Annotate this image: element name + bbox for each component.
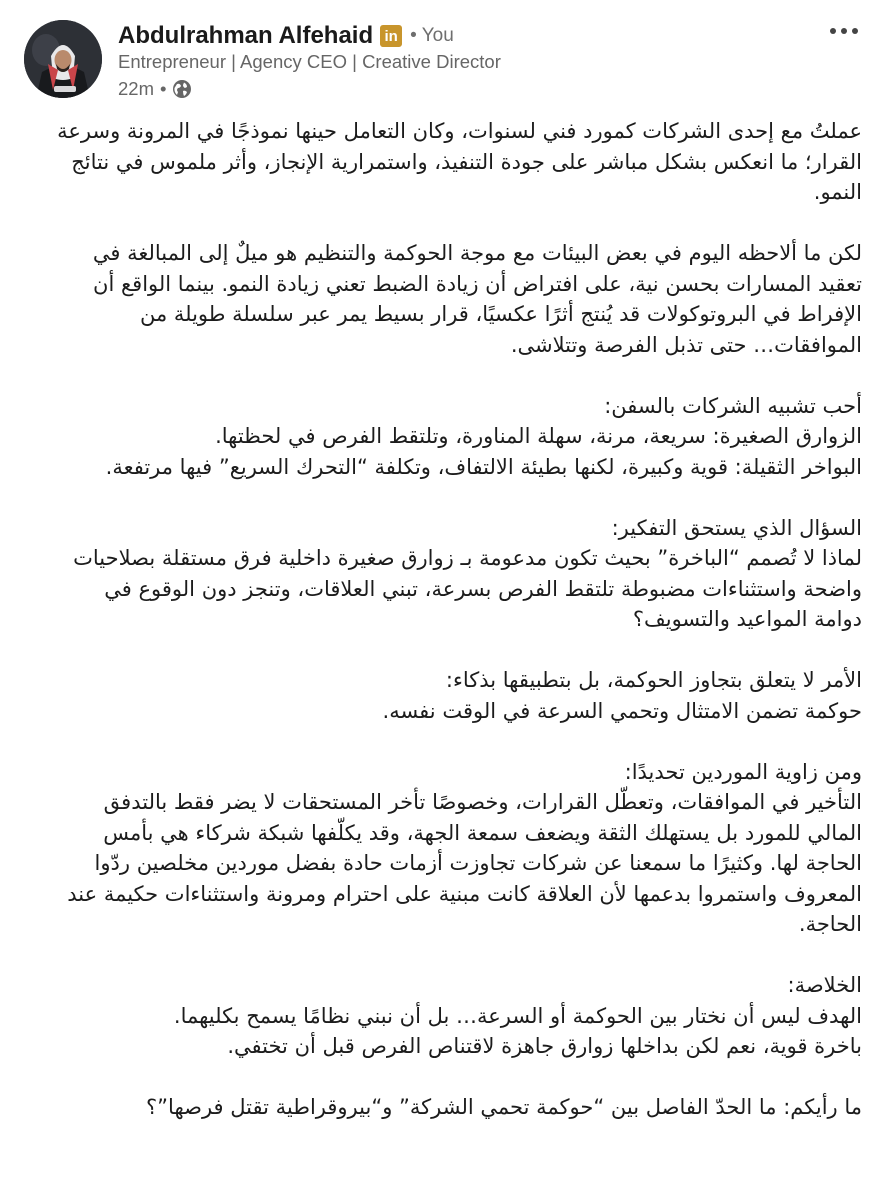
body-line: القرار؛ ما انعكس بشكل مباشر على جودة التنفيذ، واستمرارية الإنجاز، وأثر ملموس في نتائج — [71, 149, 862, 174]
body-line: الموافقات… حتى تذبل الفرصة وتتلاشى. — [510, 332, 862, 357]
body-line: الزوارق الصغيرة: سريعة، مرنة، سهلة المناورة، وتلتقط الفرص في لحظتها. — [215, 424, 862, 448]
linkedin-premium-badge-icon: in — [380, 25, 402, 47]
body-line: الهدف ليس أن نختار بين الحوكمة أو السرعة… بل أن نبني نظامًا يسمح بكليهما. — [173, 1003, 862, 1028]
body-line: أحب تشبيه الشركات بالسفن: — [604, 393, 862, 418]
post-paragraph-7 — [30, 970, 862, 1062]
avatar-photo — [24, 20, 102, 98]
body-line: دوامة المواعيد والتسويف؟ — [632, 607, 862, 631]
post-time[interactable]: 22m — [118, 78, 154, 99]
post-header — [0, 0, 884, 110]
body-line: السؤال الذي يستحق التفكير: — [611, 515, 862, 540]
body-line: المعروف واستمروا بدعمها لأن العلاقة كانت مبنية على احترام ومرونة واستثناءات حكيمة عند — [67, 881, 862, 906]
post-body — [30, 116, 862, 1123]
post-paragraph-6 — [30, 757, 862, 940]
body-line: الأمر لا يتعلق بتجاوز الحوكمة، بل بتطبيقها بذكاء: — [445, 668, 862, 692]
post-paragraph-2 — [30, 238, 862, 360]
body-line: المالي للمورد بل يستهلك الثقة ويضعف سمعة الجهة، وقد يكلّفها شبكة شركاء هي بأمس — [103, 820, 862, 845]
ellipsis-icon — [829, 27, 859, 35]
post-meta — [118, 77, 192, 101]
author-headline: Entrepreneur | Agency CEO | Creative Director — [118, 51, 501, 72]
body-line: عملتُ مع إحدى الشركات كمورد فني لسنوات، وكان التعامل حينها نموذجًا في المرونة وسرعة — [57, 119, 862, 143]
post-paragraph-8 — [30, 1092, 862, 1123]
body-line: لماذا لا تُصمم “الباخرة” بحيث تكون مدعومة بـ زوارق صغيرة داخلية فرق مستقلة بصلاحيات — [73, 546, 862, 570]
globe-icon — [172, 79, 192, 99]
post-paragraph-5 — [30, 665, 862, 726]
post-paragraph-4 — [30, 513, 862, 635]
body-line: حوكمة تضمن الامتثال وتحمي السرعة في الوقت نفسه. — [382, 698, 862, 723]
connection-degree: • You — [410, 25, 454, 46]
author-name[interactable]: Abdulrahman Alfehaid — [118, 22, 374, 49]
body-line: النمو. — [813, 180, 862, 204]
body-line: واضحة واستثناءات مضبوطة تلتقط الفرص بسرعة، تبني العلاقات، وتنجز دون الوقوع في — [104, 576, 862, 601]
body-line: الحاجة لها. وكثيرًا ما سمعنا عن شركات تجاوزت أزمات حادة بفضل موردين مخلصين ردّوا — [94, 851, 862, 875]
body-line: التأخير في الموافقات، وتعطّل القرارات، وخصوصًا تأخر المستحقات لا يضر فقط بالتدفق — [103, 790, 862, 814]
meta-separator: • — [160, 78, 167, 99]
body-line: الخلاصة: — [787, 973, 862, 997]
body-line: تعقيد المسارات بحسن نية، على افتراض أن زيادة الضبط تعني زيادة النمو. بينما الواقع أن — [93, 271, 862, 296]
body-line: ما رأيكم: ما الحدّ الفاصل بين “حوكمة تحمي الشركة” و“بيروقراطية تقتل فرصها”؟ — [146, 1095, 862, 1119]
body-line: باخرة قوية، نعم لكن بداخلها زوارق جاهزة لاقتناص الفرص قبل أن تختفي. — [227, 1034, 862, 1058]
body-line: البواخر الثقيلة: قوية وكبيرة، لكنها بطيئة الالتفاف، وتكلفة “التحرك السريع” فيها مرتفعة. — [105, 454, 862, 479]
post-paragraph-3 — [30, 391, 862, 483]
body-line: ومن زاوية الموردين تحديدًا: — [624, 759, 862, 784]
author-avatar[interactable] — [24, 20, 102, 98]
body-line: الحاجة. — [798, 912, 862, 936]
more-options-button[interactable] — [822, 16, 866, 46]
author-line — [118, 20, 454, 52]
post-paragraph-1 — [30, 116, 862, 208]
body-line: لكن ما ألاحظه اليوم في بعض البيئات مع موجة الحوكمة والتنظيم هو ميلٌ إلى المبالغة في — [92, 241, 862, 265]
body-line: الإفراط في البروتوكولات قد يُنتج أثرًا عكسيًا، قرار بسيط يمر عبر سلسلة طويلة من — [139, 302, 862, 326]
